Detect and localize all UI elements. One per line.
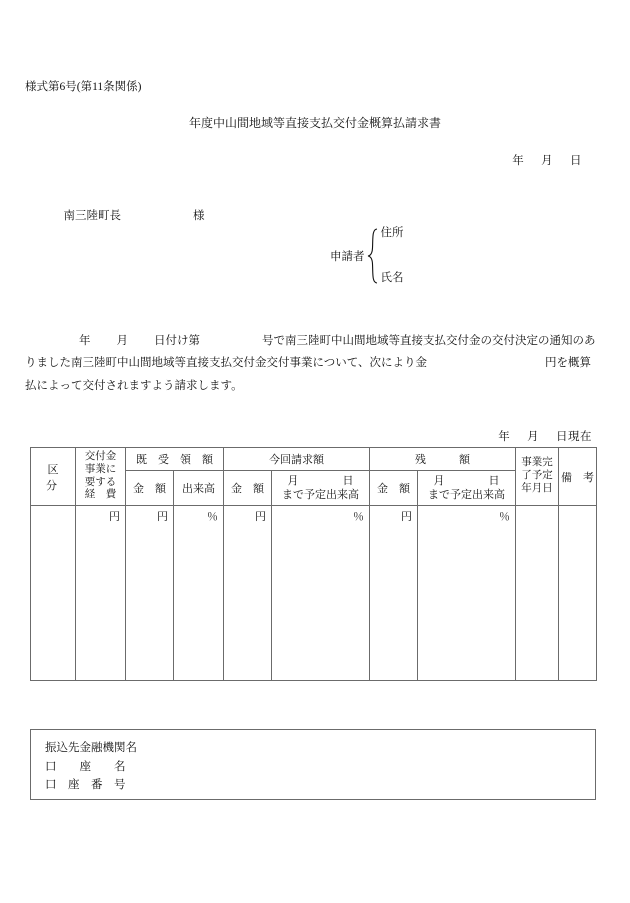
cell-current-amount[interactable]: 円 <box>224 506 272 681</box>
body-line-2a: りました南三陸町中山間地域等直接支払交付金交付事業について、次により金 <box>25 357 428 370</box>
body-line-2b: 円を概算 <box>545 357 592 370</box>
cell-received-progress[interactable]: ％ <box>174 506 224 681</box>
bank-account-number-label[interactable]: 口 座 番 号 <box>45 779 126 792</box>
cell-kubun[interactable] <box>31 506 76 681</box>
as-of-date-line: 年 月 日現在 <box>498 431 592 443</box>
table-header-row-1 <box>31 448 597 471</box>
bank-info-box <box>30 729 596 800</box>
applicant-block <box>330 228 404 284</box>
cell-balance-progress[interactable]: ％ <box>418 506 516 681</box>
body-line-1-rest: 号で南三陸町中山間地域等直接支払交付金の交付決定の通知のあ <box>262 335 596 347</box>
header-current-progress: 月 日 まで予定出来高 <box>272 471 370 506</box>
header-expense: 交付金 事業に 要する 経 費 <box>76 448 126 506</box>
bank-institution-label[interactable]: 振込先金融機関名 <box>45 742 137 754</box>
cell-completion-date[interactable] <box>516 506 559 681</box>
cell-expense[interactable]: 円 <box>76 506 126 681</box>
header-received-group: 既 受 領 額 <box>126 448 224 471</box>
body-line-3: 払によって交付されますよう請求します。 <box>25 379 243 392</box>
header-received-amount: 金 額 <box>126 471 174 506</box>
header-completion-date: 事業完 了予定 年月日 <box>516 448 559 506</box>
body-line-2 <box>25 352 605 374</box>
header-remarks: 備 考 <box>559 448 597 506</box>
header-balance-group: 残 額 <box>370 448 516 471</box>
applicant-address-label: 住所 <box>380 227 404 239</box>
cell-balance-amount[interactable]: 円 <box>370 506 418 681</box>
header-current-claim-group: 今回請求額 <box>224 448 370 471</box>
header-kubun: 区 分 <box>31 448 76 506</box>
header-balance-progress: 月 日 まで予定出来高 <box>418 471 516 506</box>
cell-current-progress[interactable]: ％ <box>272 506 370 681</box>
body-line-1 <box>25 330 605 352</box>
body-month: 月 <box>116 335 128 347</box>
addressee-name: 南三陸町長 <box>63 210 121 223</box>
cell-received-amount[interactable]: 円 <box>126 506 174 681</box>
header-balance-amount: 金 額 <box>370 471 418 506</box>
cell-remarks[interactable] <box>559 506 597 681</box>
date-line: 年 月 日 <box>512 155 582 167</box>
applicant-fields <box>378 228 404 284</box>
body-day-no: 日付け第 <box>154 335 200 347</box>
applicant-name-label: 氏名 <box>380 271 404 284</box>
page-title: 年度中山間地域等直接支払交付金概算払請求書 <box>188 116 441 130</box>
body-year: 年 <box>79 335 91 347</box>
bank-account-name-label[interactable]: 口 座 名 <box>45 760 126 773</box>
applicant-label: 申請者 <box>330 251 365 263</box>
claim-table <box>30 447 597 681</box>
table-row <box>31 506 597 681</box>
form-number: 様式第6号(第11条関係) <box>25 81 142 93</box>
addressee-line <box>52 191 205 243</box>
brace-icon <box>367 228 378 284</box>
header-received-progress: 出来高 <box>174 471 224 506</box>
body-paragraph <box>25 330 605 397</box>
addressee-honorific: 様 <box>193 210 205 223</box>
header-current-amount: 金 額 <box>224 471 272 506</box>
